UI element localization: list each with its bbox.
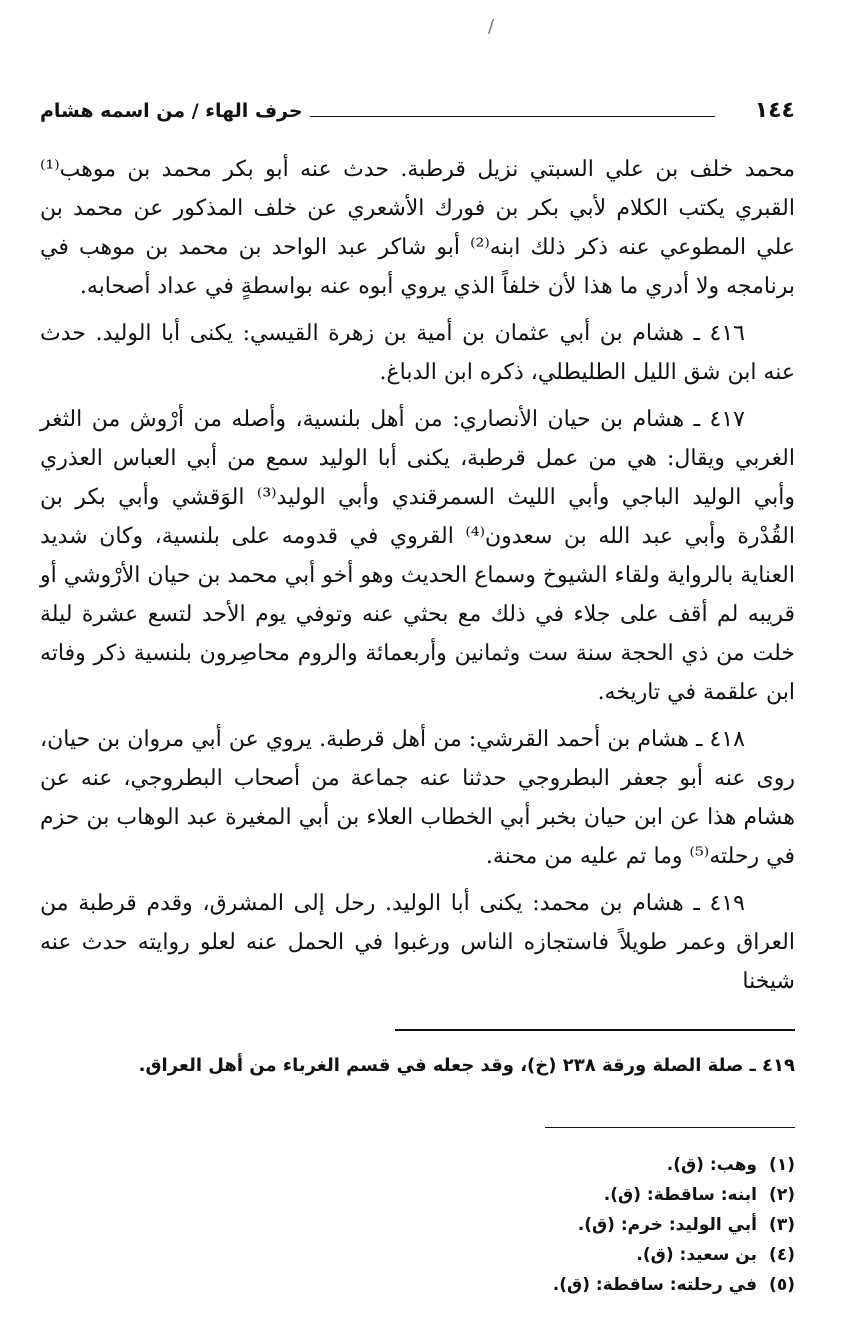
footnote-number: (٣) bbox=[769, 1215, 795, 1235]
page-number: ١٤٤ bbox=[754, 98, 795, 123]
footnote-number: (١) bbox=[769, 1155, 795, 1175]
footnote-list bbox=[40, 1150, 795, 1300]
chapter-title: حرف الهاء / من اسمه هشام bbox=[40, 100, 303, 122]
footnote-item bbox=[40, 1150, 795, 1180]
footnote-item bbox=[40, 1270, 795, 1300]
header-rule bbox=[310, 116, 715, 117]
running-header bbox=[40, 98, 795, 132]
paragraph-continuation: محمد خلف بن علي السبتي نزيل قرطبة. حدث عنه أبو بكر محمد بن موهب⁽¹⁾ القبري يكتب الكلام لأبي بكر بن فورك الأشعري عن خلف المذكور عن محمد بن علي المطوعي عنه ذكر ذلك ابنه⁽²⁾ أبو شاكر عبد الواحد بن محمد بن موهب في برنامجه ولا أدري ما هذا لأن خلفاً الذي يروي أبوه عنه بواسطةٍ في عداد أصحابه. bbox=[40, 157, 795, 299]
footnote-item bbox=[40, 1210, 795, 1240]
entry-418: ٤١٨ ـ هشام بن أحمد القرشي: من أهل قرطبة. يروي عن أبي مروان بن حيان، روى عنه أبو جعفر البطروجي حدثنا عنه جماعة من أصحاب البطروجي، عنه عن هشام هذا عن ابن حيان بخبر أبي الخطاب العلاء بن أبي المغيرة عبد الوهاب بن حزم في رحلته⁽⁵⁾ وما تم عليه من محنة. bbox=[40, 727, 795, 869]
entry-416: ٤١٦ ـ هشام بن أبي عثمان بن أمية بن زهرة القيسي: يكنى أبا الوليد. حدث عنه ابن شق الليل الطليطلي، ذكره ابن الدباغ. bbox=[40, 321, 795, 385]
entry-417: ٤١٧ ـ هشام بن حيان الأنصاري: من أهل بلنسية، وأصله من أرْوش من الثغر الغربي ويقال: هي من عمل قرطبة، يكنى أبا الوليد سمع من أبي العباس العذري وأبي الوليد الباجي وأبي الليث السمرقندي وأبي الوليد⁽³⁾ الوَقشي وأبي بكر بن القُدْرة وأبي عبد الله بن سعدون⁽⁴⁾ القروي في قدومه على بلنسية، وكان شديد العناية بالرواية ولقاء الشيوخ وسماع الحديث وهو أخو أبي محمد بن حيان الأرْوشي أو قريبه لم أقف على جلاء في ذلك مع بحثي عنه وتوفي يوم الأحد لتسع عشرة ليلة خلت من ذي الحجة سنة ست وثمانين وأربعمائة والروم محاصِرون بلنسية ذكر وفاته ابن علقمة في تاريخه. bbox=[40, 407, 796, 705]
footnote-number: (٤) bbox=[769, 1245, 795, 1265]
source-note: ٤١٩ ـ صلة الصلة ورقة ٢٣٨ (خ)، وقد جعله في قسم الغرباء من أهل العراق. bbox=[138, 1055, 795, 1076]
notes-separator bbox=[545, 1127, 795, 1128]
stray-mark: / bbox=[488, 16, 495, 37]
entry-419: ٤١٩ ـ هشام بن محمد: يكنى أبا الوليد. رحل إلى المشرق، وقدم قرطبة من العراق وعمر طويلاً فاستجازه الناس ورغبوا في الحمل عنه لعلو روايته حدث عنه شيخنا bbox=[40, 891, 795, 994]
footnote-text: في رحلته: ساقطة: (ق). bbox=[552, 1275, 757, 1295]
main-text bbox=[40, 150, 795, 1009]
footnote-item bbox=[40, 1180, 795, 1210]
footnote-text: وهب: (ق). bbox=[666, 1155, 757, 1175]
footnote-text: بن سعيد: (ق). bbox=[636, 1245, 757, 1265]
footnote-separator bbox=[395, 1029, 795, 1031]
footnote-text: ابنه: ساقطة: (ق). bbox=[603, 1185, 757, 1205]
footnote-item bbox=[40, 1240, 795, 1270]
footnote-number: (٥) bbox=[769, 1275, 795, 1295]
footnote-number: (٢) bbox=[769, 1185, 795, 1205]
footnote-text: أبي الوليد: خرم: (ق). bbox=[577, 1215, 757, 1235]
